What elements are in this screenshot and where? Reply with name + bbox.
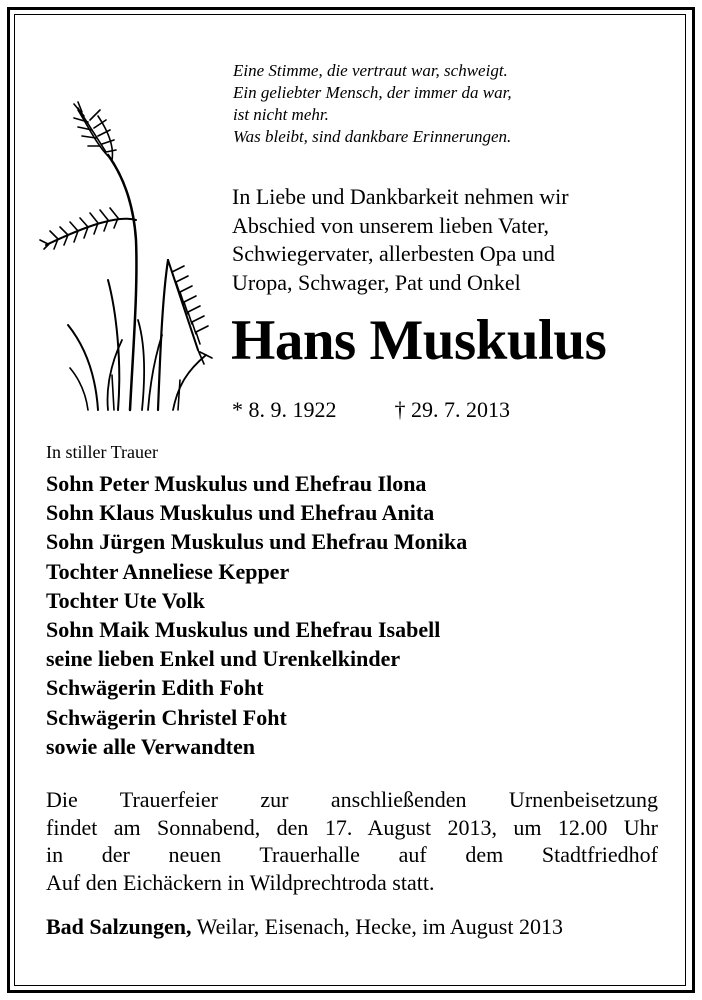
wheat-ears-icon (38, 100, 218, 415)
poem-line: Was bleibt, sind dankbare Erinnerungen. (233, 127, 512, 146)
service-line: in der neuen Trauerhalle auf dem Stadtfriedhof (46, 842, 658, 867)
mourner-entry: Schwägerin Christel Foht (46, 704, 287, 730)
poem-line: Eine Stimme, die vertraut war, schweigt. (233, 61, 508, 80)
death-date: † 29. 7. 2013 (394, 397, 510, 422)
poem (233, 60, 512, 148)
mourner-entry: Sohn Maik Muskulus und Ehefrau Isabell (46, 617, 441, 643)
birth-date: * 8. 9. 1922 (232, 397, 337, 422)
mourner-entry: Schwägerin Edith Foht (46, 675, 264, 701)
mourner-entry: Tochter Anneliese Kepper (46, 558, 290, 584)
mourner-entry: seine lieben Enkel und Urenkelkinder (46, 646, 401, 672)
intro-text (232, 183, 569, 297)
poem-line: ist nicht mehr. (233, 105, 329, 124)
deceased-name: Hans Muskulus (231, 309, 607, 372)
signoff-rest: Weilar, Eisenach, Hecke, im August 2013 (191, 914, 563, 939)
service-line: Auf den Eichäckern in Wildprechtroda statt. (46, 869, 435, 895)
mourners-list (46, 469, 467, 761)
service-line: Die Trauerfeier zur anschließenden Urnenbeisetzung (46, 787, 658, 812)
intro-line: Abschied von unserem lieben Vater, (232, 212, 550, 238)
funeral-service-info (46, 786, 658, 896)
intro-line: In Liebe und Dankbarkeit nehmen wir (232, 184, 569, 209)
mourner-entry: Sohn Klaus Muskulus und Ehefrau Anita (46, 500, 435, 526)
mourners-label: In stiller Trauer (46, 442, 158, 462)
mourner-entry: sowie alle Verwandten (46, 733, 255, 759)
mourner-entry: Tochter Ute Volk (46, 587, 205, 613)
life-dates (232, 396, 510, 424)
service-line: findet am Sonnabend, den 17. August 2013, um 12.00 Uhr (46, 814, 658, 840)
signoff (46, 913, 563, 941)
poem-line: Ein geliebter Mensch, der immer da war, (233, 83, 512, 102)
mourner-entry: Sohn Peter Muskulus und Ehefrau Ilona (46, 471, 427, 496)
intro-line: Schwiegervater, allerbesten Opa und (232, 241, 555, 266)
mourner-entry: Sohn Jürgen Muskulus und Ehefrau Monika (46, 529, 468, 555)
signoff-place: Bad Salzungen, (46, 914, 192, 939)
intro-line: Uropa, Schwager, Pat und Onkel (232, 269, 521, 295)
